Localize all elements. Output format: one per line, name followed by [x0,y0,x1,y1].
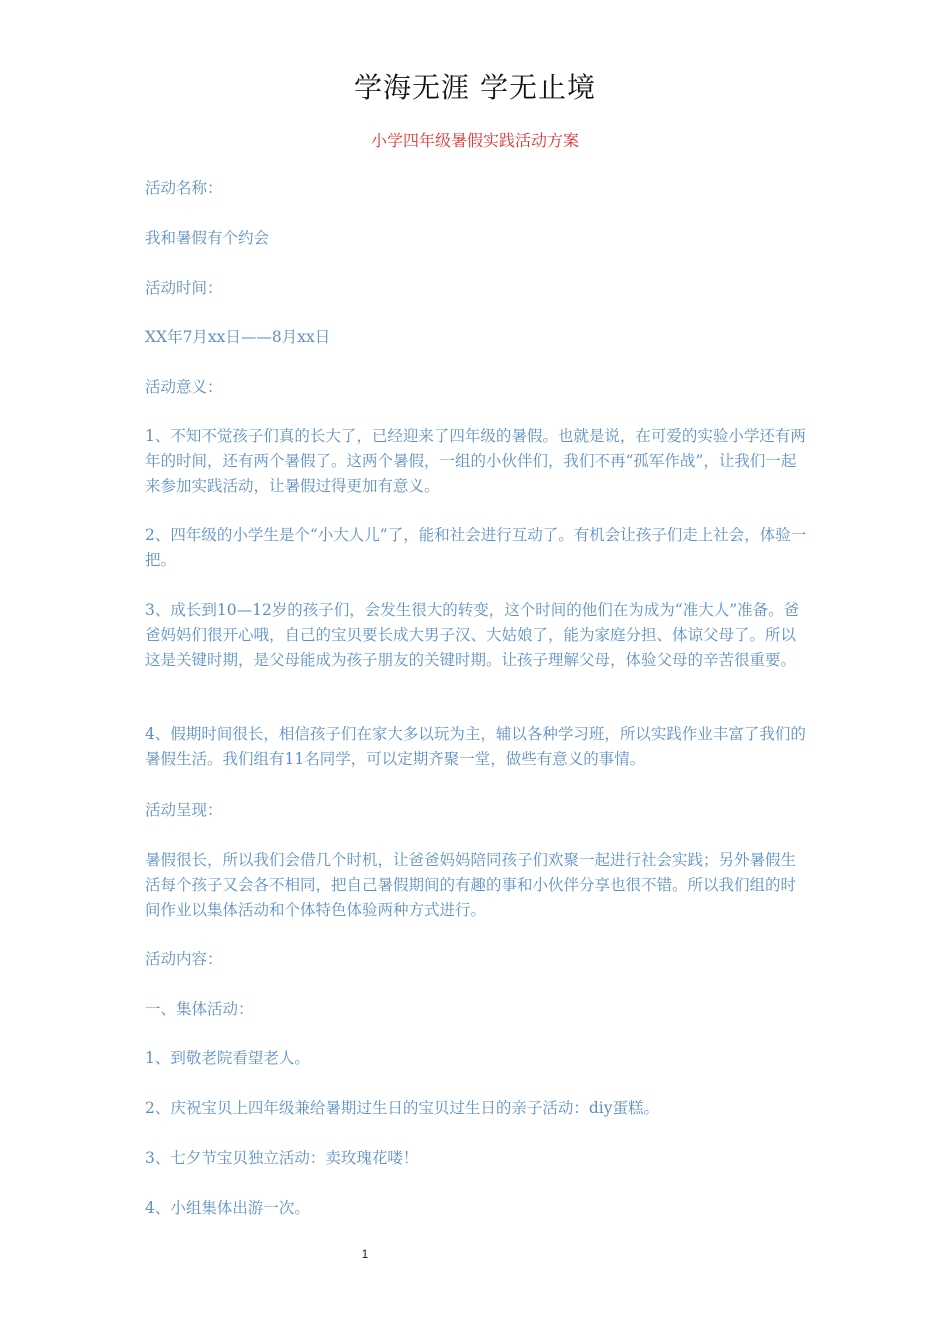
paragraph: 1、到敬老院看望老人。 [145,1049,310,1067]
paragraph: 活动意义： [145,378,223,396]
header-title: 学海无涯 学无止境 [354,71,596,104]
paragraph: 4、假期时间很长，相信孩子们在家大多以玩为主，辅以各种学习班，所以实践作业丰富了我们的暑假生活。我们组有11名同学，可以定期齐聚一堂，做些有意义的事情。 [145,725,806,768]
paragraph: 活动呈现： [145,801,223,819]
paragraph: 一、集体活动： [145,1000,254,1018]
page-number: 1 [361,1247,369,1261]
paragraph: 1、不知不觉孩子们真的长大了，已经迎来了四年级的暑假。也就是说，在可爱的实验小学还有两年的时间，还有两个暑假了。这两个暑假，一组的小伙伴们，我们不再“孤军作战”，让我们一起来参加实践活动，让暑假过得更加有意义。 [145,427,806,495]
paragraph: 2、庆祝宝贝上四年级兼给暑期过生日的宝贝过生日的亲子活动：diy蛋糕。 [145,1099,659,1117]
paragraph: 2、四年级的小学生是个“小大人儿”了，能和社会进行互动了。有机会让孩子们走上社会，体验一把。 [145,526,807,569]
paragraph: 活动内容： [145,950,223,968]
paragraph: 活动时间： [145,279,223,297]
paragraph: 3、七夕节宝贝独立活动：卖玫瑰花喽！ [145,1149,419,1167]
paragraph: 3、成长到10—12岁的孩子们，会发生很大的转变，这个时间的他们在为成为“准大人”准备。爸爸妈妈们很开心哦，自己的宝贝要长成大男子汉、大姑娘了，能为家庭分担、体谅父母了。所以这是关键时期，是父母能成为孩子朋友的关键时期。让孩子理解父母，体验父母的辛苦很重要。 [145,601,800,669]
paragraph: XX年7月xx日——8月xx日 [145,328,331,346]
paragraph: 暑假很长，所以我们会借几个时机，让爸爸妈妈陪同孩子们欢聚一起进行社会实践；另外暑假生活每个孩子又会各不相同，把自己暑假期间的有趣的事和小伙伴分享也很不错。所以我们组的时间作业以集体活动和个体特色体验两种方式进行。 [145,851,797,919]
document-title: 小学四年级暑假实践活动方案 [370,131,579,150]
paragraph: 4、小组集体出游一次。 [145,1199,310,1217]
paragraph: 我和暑假有个约会 [145,229,270,247]
paragraph: 活动名称： [145,179,223,197]
